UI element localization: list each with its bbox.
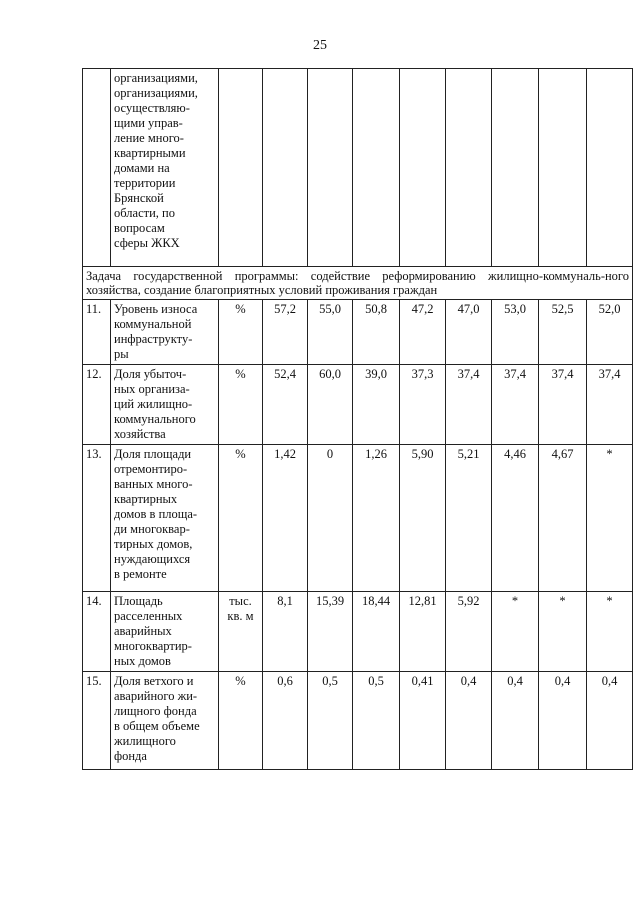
value-cell <box>446 69 492 267</box>
value: 12,81 <box>408 594 437 608</box>
value: 0,4 <box>460 674 477 688</box>
value: 37,3 <box>411 367 434 381</box>
unit-cell <box>219 69 263 267</box>
value-cell <box>308 445 353 592</box>
indicator-name: Площадь расселенных аварийных многоквартир- ных домов <box>114 594 192 668</box>
value: 52,0 <box>598 302 621 316</box>
value-cell <box>353 592 400 672</box>
value-cell <box>446 592 492 672</box>
row-number: 14. <box>86 594 102 608</box>
value-cell <box>400 592 446 672</box>
value-cell <box>308 300 353 365</box>
unit: % <box>235 302 246 316</box>
value-cell <box>539 365 587 445</box>
unit-cell <box>219 672 263 770</box>
indicator-name-cell <box>111 69 219 267</box>
task-row <box>83 267 633 300</box>
row-number-cell <box>83 445 111 592</box>
value: 15,39 <box>315 594 345 608</box>
value: 0,4 <box>554 674 571 688</box>
indicator-name: организациями, организациями, осуществляю- щими управ- ление много- квартирными домами на территории Брянской области, по вопросам сферы ЖКХ <box>114 71 198 250</box>
value-cell <box>263 300 308 365</box>
value-cell <box>308 672 353 770</box>
value: * <box>559 594 566 608</box>
value: 18,44 <box>361 594 391 608</box>
value-cell <box>446 445 492 592</box>
value: 0,4 <box>601 674 618 688</box>
value: 4,67 <box>551 447 574 461</box>
value-cell <box>263 592 308 672</box>
value: 5,21 <box>457 447 480 461</box>
value: 52,4 <box>274 367 296 381</box>
value-cell <box>492 592 539 672</box>
unit-cell <box>219 300 263 365</box>
value: 5,90 <box>411 447 434 461</box>
value-cell <box>263 69 308 267</box>
value: 47,0 <box>457 302 480 316</box>
value-cell <box>539 300 587 365</box>
value-cell <box>353 69 400 267</box>
row-number-cell <box>83 672 111 770</box>
value-cell <box>353 300 400 365</box>
value: 0,4 <box>507 674 523 688</box>
value: * <box>606 594 613 608</box>
table-row <box>83 445 633 592</box>
value: 0,6 <box>277 674 293 688</box>
value-cell <box>263 365 308 445</box>
indicator-name: Уровень износа коммунальной инфраструкту- ры <box>114 302 198 361</box>
value-cell <box>263 672 308 770</box>
value-cell <box>492 300 539 365</box>
indicator-name-cell <box>111 445 219 592</box>
value-cell <box>587 445 633 592</box>
value-cell <box>492 365 539 445</box>
value-cell <box>400 69 446 267</box>
row-number: 11. <box>86 302 102 316</box>
unit: тыс. кв. м <box>227 594 254 623</box>
row-number-cell <box>83 592 111 672</box>
value: 37,4 <box>551 367 574 381</box>
value-cell <box>400 445 446 592</box>
page-number: 25 <box>313 38 327 53</box>
table-row <box>83 300 633 365</box>
value-cell <box>587 592 633 672</box>
value-cell <box>446 300 492 365</box>
row-number: 13. <box>86 447 102 461</box>
value-cell <box>539 592 587 672</box>
unit: % <box>235 447 246 461</box>
value-cell <box>539 69 587 267</box>
value: 39,0 <box>365 367 387 381</box>
value-cell <box>587 69 633 267</box>
indicator-name-cell <box>111 300 219 365</box>
row-number-cell <box>83 365 111 445</box>
value: 8,1 <box>277 594 293 608</box>
indicator-name: Доля ветхого и аварийного жи- лищного фонда в общем объеме жилищного фонда <box>114 674 200 763</box>
value-cell <box>539 672 587 770</box>
value-cell <box>492 672 539 770</box>
value-cell <box>400 300 446 365</box>
unit: % <box>235 674 246 688</box>
value-cell <box>263 445 308 592</box>
value: 55,0 <box>319 302 341 316</box>
value: 4,46 <box>504 447 526 461</box>
value-cell <box>587 672 633 770</box>
indicator-name: Доля убыточ- ных организа- ций жилищно- коммунального хозяйства <box>114 367 196 441</box>
value: 47,2 <box>411 302 434 316</box>
row-number: 15. <box>86 674 102 688</box>
value: * <box>606 447 613 461</box>
indicator-name-cell <box>111 365 219 445</box>
value: * <box>511 594 519 608</box>
value-cell <box>539 445 587 592</box>
value-cell <box>308 365 353 445</box>
value-cell <box>353 445 400 592</box>
value-cell <box>587 300 633 365</box>
value-cell <box>587 365 633 445</box>
value: 0,5 <box>368 674 384 688</box>
indicator-name: Доля площади отремонтиро- ванных много- квартирных домов в площа- ди многоквар- тирных домов, нуждающихся в ремонте <box>114 447 198 581</box>
value: 57,2 <box>274 302 296 316</box>
value-cell <box>308 592 353 672</box>
value-cell <box>353 672 400 770</box>
unit-cell <box>219 445 263 592</box>
row-number-cell <box>83 300 111 365</box>
task-cell: Задача государственной программы: содействие реформированию жилищно-коммуналь-ного хозяйства, создание благоприятных условий проживания граждан <box>83 267 633 300</box>
value: 37,4 <box>457 367 480 381</box>
value: 0,41 <box>411 674 434 688</box>
table-row <box>83 365 633 445</box>
value: 1,26 <box>365 447 387 461</box>
value-cell <box>308 69 353 267</box>
table-row <box>83 672 633 770</box>
value-cell <box>353 365 400 445</box>
indicators-table <box>82 68 633 770</box>
value: 53,0 <box>504 302 526 316</box>
unit: % <box>235 367 246 381</box>
value: 5,92 <box>457 594 480 608</box>
value: 37,4 <box>598 367 621 381</box>
value-cell <box>400 672 446 770</box>
table-row-continuation <box>83 69 633 267</box>
value: 0,5 <box>322 674 338 688</box>
indicator-name-cell <box>111 592 219 672</box>
value-cell <box>446 672 492 770</box>
value: 0 <box>326 447 334 461</box>
value: 50,8 <box>365 302 387 316</box>
unit-cell <box>219 365 263 445</box>
value: 52,5 <box>551 302 574 316</box>
value: 60,0 <box>319 367 341 381</box>
value: 37,4 <box>504 367 526 381</box>
table-row <box>83 592 633 672</box>
unit-cell <box>219 592 263 672</box>
value-cell <box>446 365 492 445</box>
table-body <box>83 69 633 770</box>
value-cell <box>492 69 539 267</box>
value-cell <box>492 445 539 592</box>
row-number: 12. <box>86 367 102 381</box>
indicator-name-cell <box>111 672 219 770</box>
row-number-cell <box>83 69 111 267</box>
value-cell <box>400 365 446 445</box>
value: 1,42 <box>274 447 296 461</box>
